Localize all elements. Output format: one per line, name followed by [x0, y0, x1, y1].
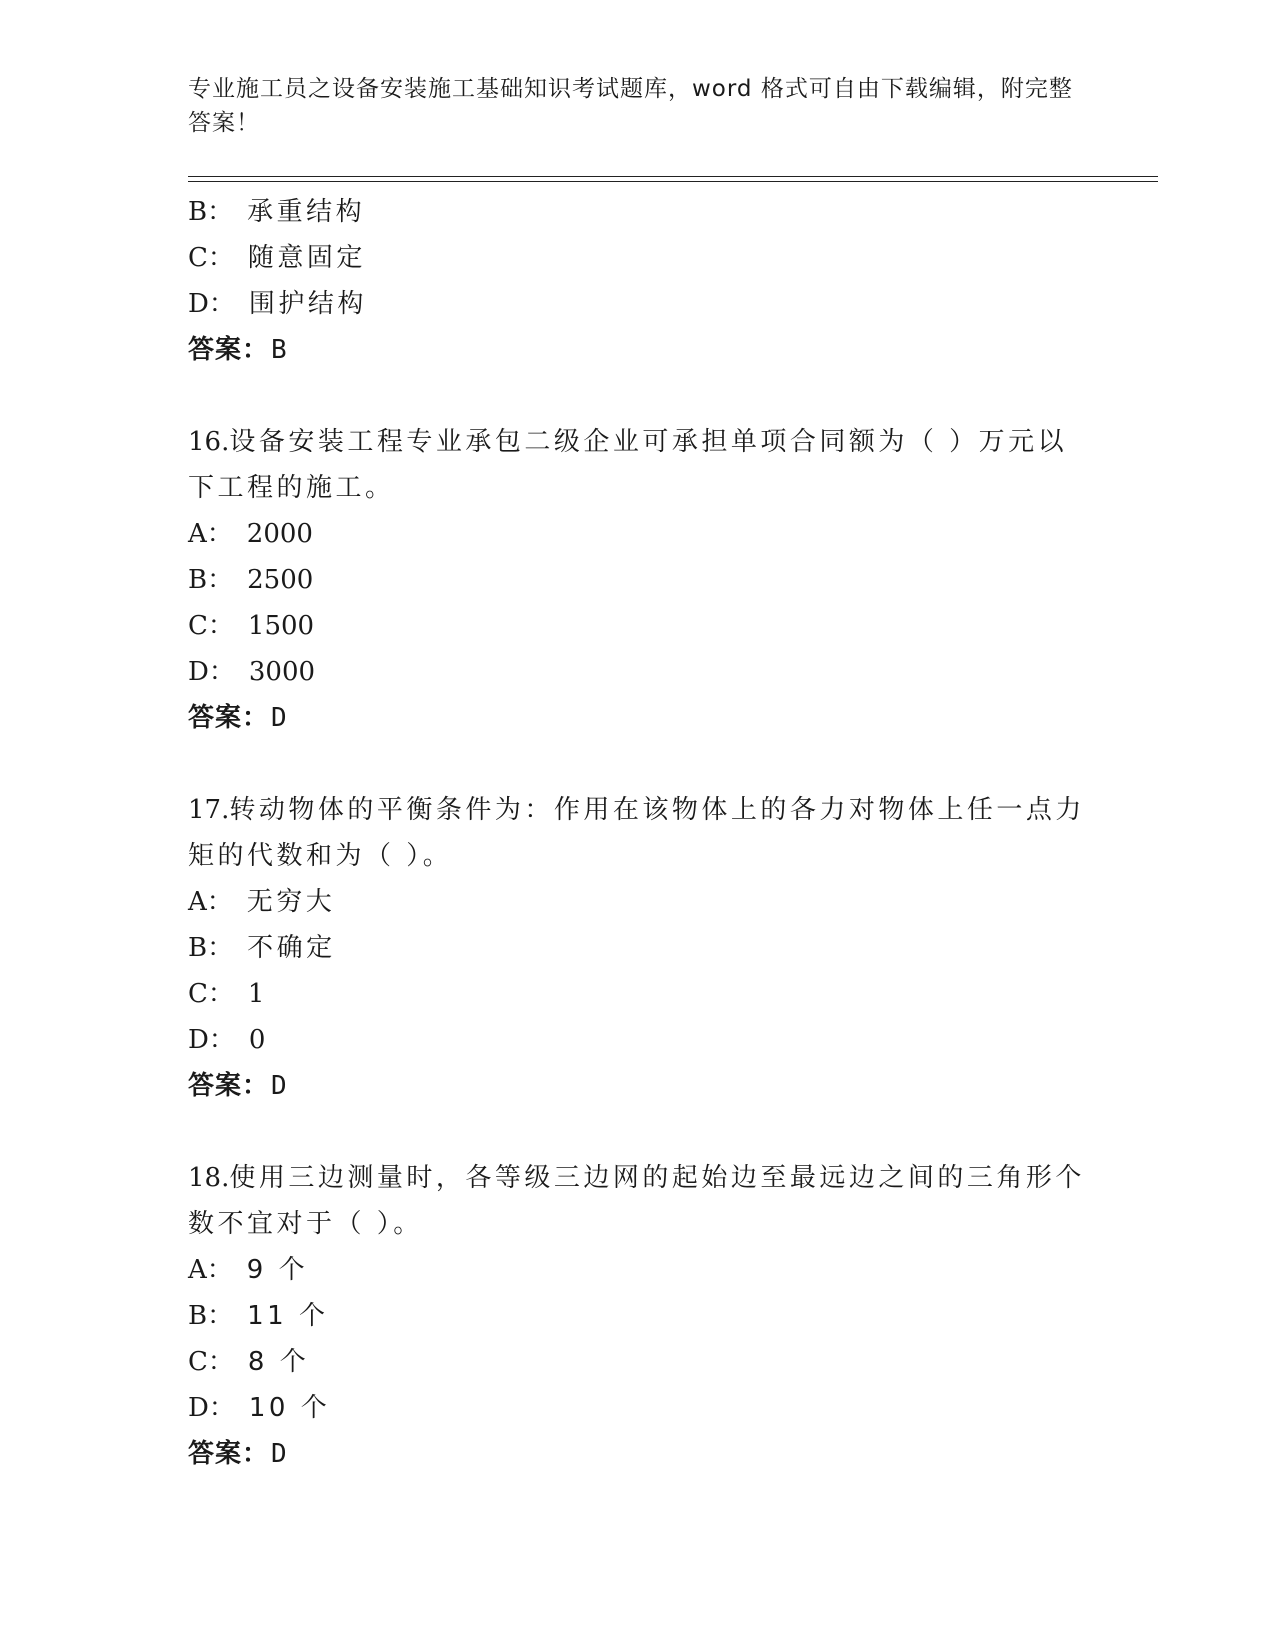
option-text: 8 个 [247, 1347, 310, 1377]
answer-value: D [271, 703, 288, 733]
option-text: 1 [247, 979, 265, 1009]
option-text: 2500 [247, 565, 314, 595]
option-d [188, 649, 1088, 695]
option-text: 0 [248, 1025, 266, 1055]
option-text: 无穷大 [246, 887, 336, 917]
answer-line [188, 327, 1088, 373]
option-d [188, 281, 1088, 327]
option-text: 不确定 [247, 933, 336, 963]
answer-label: 答案： [188, 1439, 270, 1469]
option-label: B： [188, 933, 234, 963]
option-c [188, 235, 1088, 281]
answer-label: 答案： [188, 335, 270, 365]
answer-label: 答案： [188, 1071, 270, 1101]
option-text: 承重结构 [247, 197, 366, 227]
question-stem-text: 设备安装工程专业承包二级企业可承担单项合同额为（ ）万元以 [229, 427, 1068, 457]
question-16 [188, 419, 1088, 741]
option-label: D： [188, 1025, 235, 1055]
option-text: 9 个 [246, 1255, 309, 1285]
option-label: C： [188, 979, 234, 1009]
question-stem-line-1 [188, 787, 1088, 833]
question-stem-text: 转动物体的平衡条件为：作用在该物体上的各力对物体上任一点力 [229, 795, 1085, 825]
option-a [188, 511, 1088, 557]
prev-question-block [188, 189, 1088, 373]
option-text: 11 个 [247, 1301, 329, 1331]
answer-line [188, 1431, 1088, 1477]
question-stem-line-2: 矩的代数和为（ ）。 [188, 841, 453, 871]
option-b [188, 925, 1088, 971]
option-label: C： [188, 611, 234, 641]
question-stem-text: 使用三边测量时，各等级三边网的起始边至最远边之间的三角形个 [229, 1163, 1085, 1193]
option-label: A： [188, 519, 233, 549]
spacer [188, 373, 1088, 419]
option-text: 围护结构 [248, 289, 367, 319]
question-content [188, 189, 1088, 1477]
answer-value: D [271, 1439, 288, 1469]
option-c [188, 603, 1088, 649]
question-stem-line-2: 下工程的施工。 [188, 473, 395, 503]
option-label: D： [188, 289, 235, 319]
option-label: C： [188, 243, 234, 273]
question-number: 17. [188, 795, 230, 825]
answer-line [188, 1063, 1088, 1109]
option-label: A： [188, 1255, 233, 1285]
option-label: B： [188, 197, 234, 227]
option-c [188, 971, 1088, 1017]
option-text: 2000 [246, 519, 313, 549]
answer-label: 答案： [188, 703, 270, 733]
header-divider-bottom [188, 181, 1158, 182]
option-label: B： [188, 1301, 234, 1331]
option-label: D： [188, 657, 235, 687]
question-17 [188, 787, 1088, 1109]
question-stem-line-2: 数不宜对于（ ）。 [188, 1209, 423, 1239]
option-b [188, 1293, 1088, 1339]
option-text: 随意固定 [247, 243, 366, 273]
option-d [188, 1385, 1088, 1431]
option-c [188, 1339, 1088, 1385]
document-header: 专业施工员之设备安装施工基础知识考试题库，word 格式可自由下载编辑，附完整答案！ [188, 76, 1073, 136]
option-text: 3000 [248, 657, 316, 687]
option-d [188, 1017, 1088, 1063]
question-18 [188, 1155, 1088, 1477]
question-number: 16. [188, 427, 230, 457]
option-label: B： [188, 565, 234, 595]
option-label: D： [188, 1393, 235, 1423]
answer-value: B [271, 335, 288, 365]
answer-value: D [271, 1071, 288, 1101]
question-number: 18. [188, 1163, 230, 1193]
spacer [188, 1109, 1088, 1155]
option-text: 1500 [247, 611, 315, 641]
answer-line [188, 695, 1088, 741]
question-stem-line-1 [188, 1155, 1088, 1201]
option-label: C： [188, 1347, 234, 1377]
question-stem-line-1 [188, 419, 1088, 465]
option-a [188, 1247, 1088, 1293]
option-b [188, 189, 1088, 235]
option-b [188, 557, 1088, 603]
spacer [188, 741, 1088, 787]
option-text: 10 个 [248, 1393, 331, 1423]
header-divider-top [188, 176, 1158, 177]
option-a [188, 879, 1088, 925]
option-label: A： [188, 887, 233, 917]
